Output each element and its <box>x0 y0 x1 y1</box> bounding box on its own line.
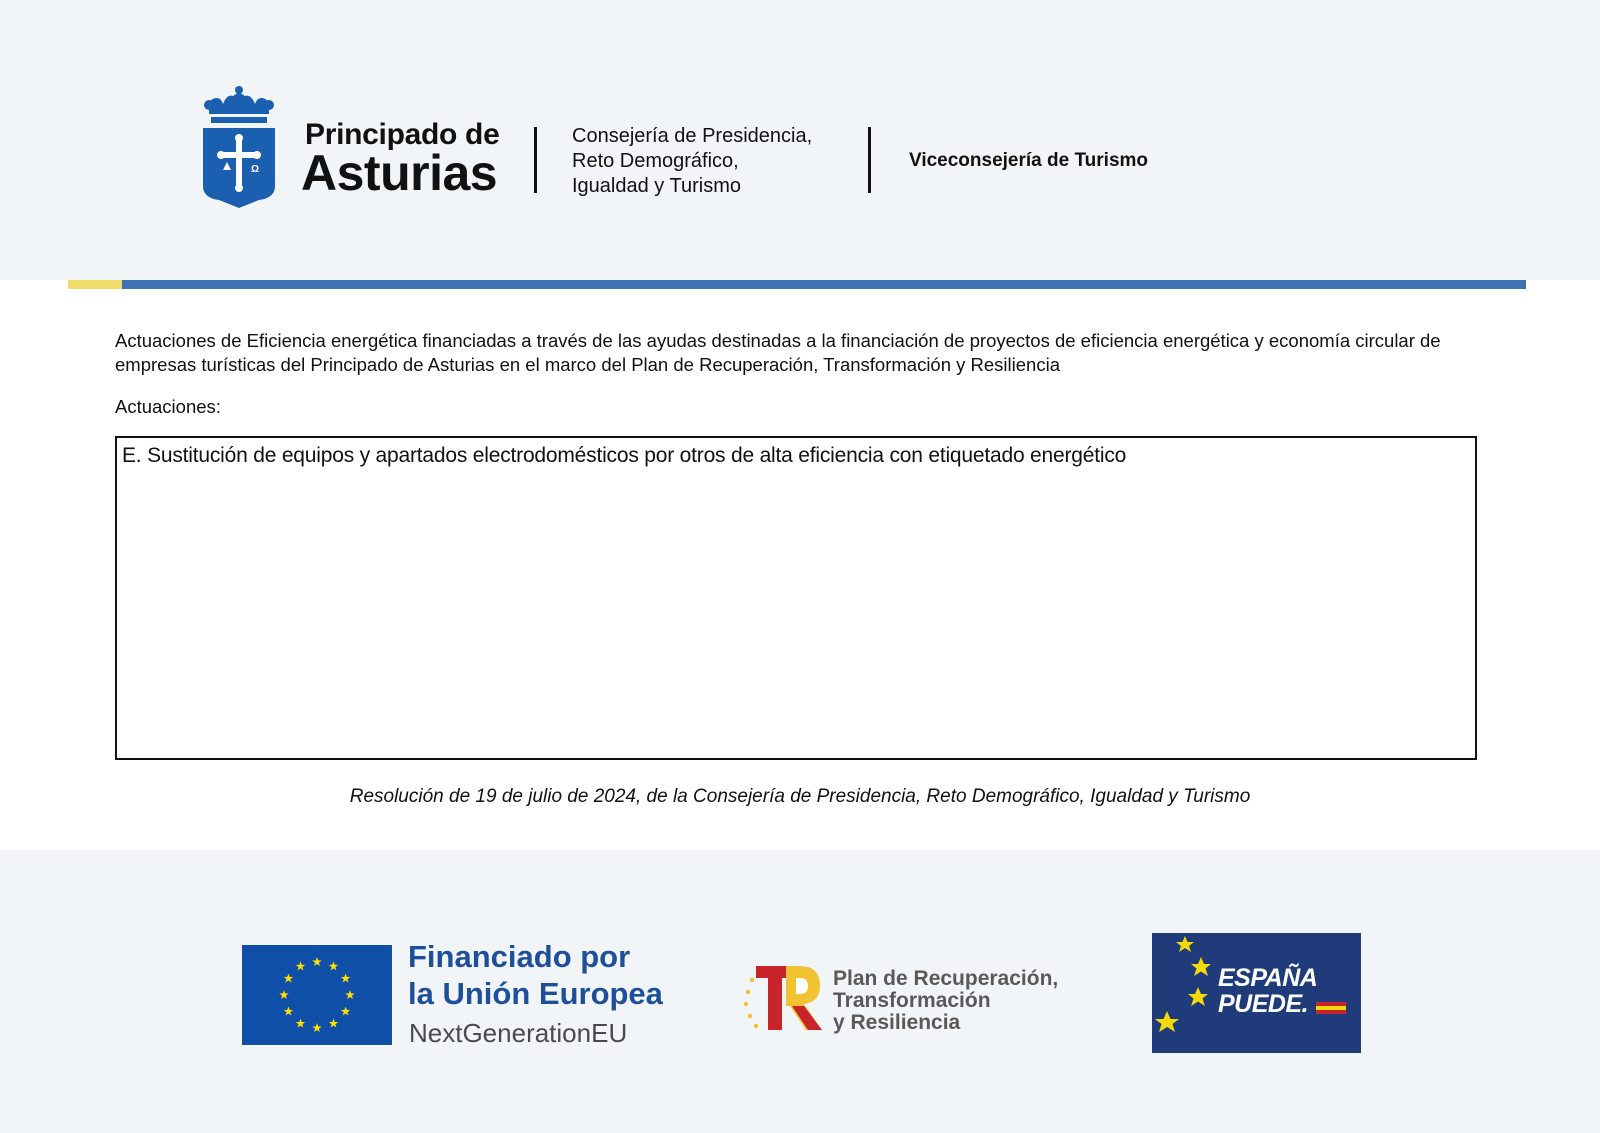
actuaciones-label: Actuaciones: <box>115 396 221 417</box>
espana-puede-logo-icon <box>1152 933 1361 1053</box>
org-name-line1: Principado de <box>305 118 500 151</box>
plan-line: Transformación <box>833 989 991 1012</box>
intro-paragraph: Actuaciones de Eficiencia energética financiadas a través de las ayudas destinadas a la financiación de proyectos de eficiencia energética y economía circular de empresas turísticas del Principado de Asturias en el marco del Plan de Recuperación, Transformación y Resiliencia <box>115 330 1441 375</box>
consejeria-line: Reto Demográfico, <box>572 150 739 172</box>
eu-funding-line1: Financiado por <box>408 939 631 974</box>
header-divider <box>534 127 537 193</box>
espana-puede-line2: PUEDE. <box>1218 990 1309 1018</box>
next-generation-eu: NextGenerationEU <box>409 1018 628 1048</box>
actuaciones-field[interactable] <box>115 436 1477 760</box>
accent-bar-yellow <box>68 280 122 289</box>
consejeria-line: Igualdad y Turismo <box>572 175 741 197</box>
header-divider <box>868 127 871 193</box>
consejeria-line: Consejería de Presidencia, <box>572 125 813 147</box>
org-name-line2: Asturias <box>301 145 498 201</box>
resolucion-note: Resolución de 19 de julio de 2024, de la Consejería de Presidencia, Reto Demográfico, Igualdad y Turismo <box>349 786 1251 807</box>
plan-recuperacion-text <box>833 968 1058 1034</box>
actuaciones-value: E. Sustitución de equipos y apartados electrodomésticos por otros de alta eficiencia con etiquetado energético <box>122 444 1127 467</box>
viceconsejeria-name: Viceconsejería de Turismo <box>909 150 1149 171</box>
plan-line: Plan de Recuperación, <box>833 967 1059 990</box>
asturias-coat-of-arms-icon <box>203 86 275 208</box>
espana-puede-line1: ESPAÑA <box>1218 964 1318 992</box>
eu-funding-line2: la Unión Europea <box>408 976 663 1011</box>
svg-text:Ω: Ω <box>251 164 260 175</box>
eu-flag-icon <box>242 945 392 1045</box>
plan-line: y Resiliencia <box>833 1011 961 1034</box>
consejeria-name <box>572 124 812 199</box>
tr-logo-icon <box>742 962 826 1034</box>
accent-bar-blue <box>122 280 1526 289</box>
